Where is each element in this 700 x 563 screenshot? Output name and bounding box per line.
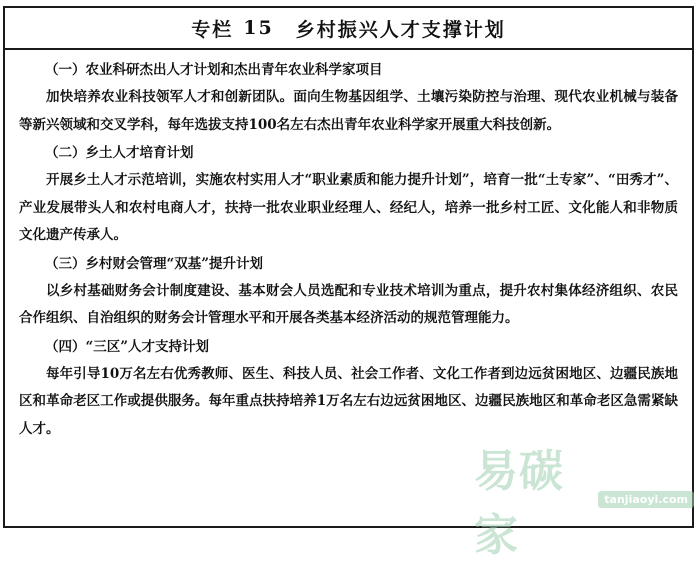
column-title: 乡村振兴人才支撑计划 [295,18,506,41]
column-number: 15 [243,17,274,39]
column-title-bar [5,8,692,50]
section-body: 每年引导10万名左右优秀教师、医生、科技人员、社会工作者、文化工作者到边远贫困地区、边疆民族地区和革命老区工作或提供服务。每年重点扶持培养1万名左右边远贫困地区、边疆民族地区和革命老区急需紧缺人才。 [19,365,678,437]
section-body: 加快培养农业科技领军人才和创新团队。面向生物基因组学、土壤污染防控与治理、现代农业机械与装备等新兴领域和交叉学科，每年选拔支持100名左右杰出青年农业科学家开展重大科技创新。 [19,89,678,133]
section-1 [19,56,678,139]
section-heading: （一）农业科研杰出人才计划和杰出青年农业科学家项目 [45,62,383,78]
section-heading: （四）“三区”人才支持计划 [45,338,210,355]
section-heading: （二）乡土人才培育计划 [45,145,194,161]
column-content [5,50,692,443]
section-4 [19,333,678,444]
watermark-glyphs: 易碳家 [474,446,564,561]
watermark-site: tanjiaoyi.com [598,491,694,508]
section-body: 开展乡土人才示范培训，实施农村实用人才“职业素质和能力提升计划”，培育一批“土专家”、“田秀才”、产业发展带头人和农村电商人才，扶持一批农业职业经理人、经纪人，培养一批乡村工匠、文化能人和非物质文化遗产传承人。 [19,172,678,243]
section-2 [19,139,678,250]
section-body: 以乡村基础财务会计制度建设、基本财会人员选配和专业技术培训为重点，提升农村集体经济组织、农民合作组织、自治组织的财务会计管理水平和开展各类基本经济活动的规范管理能力。 [19,282,678,326]
section-heading: （三）乡村财会管理“双基”提升计划 [45,255,264,272]
column-box [3,6,694,528]
column-label: 专栏 [191,18,234,41]
section-3 [19,250,678,333]
